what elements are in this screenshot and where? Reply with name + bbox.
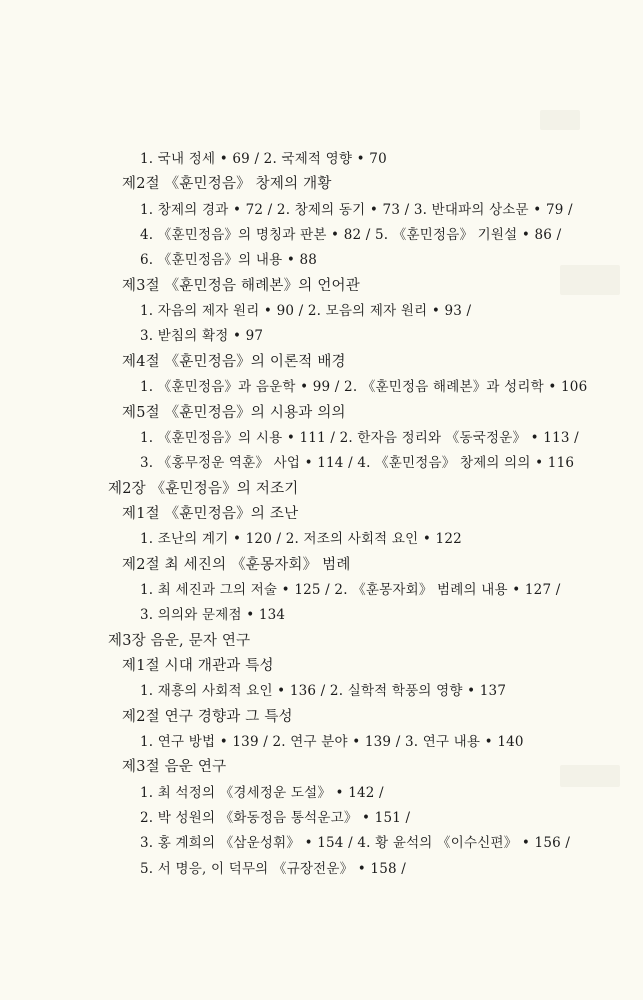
toc-entry: 1. 최 세진과 그의 저술 • 125 / 2. 《훈몽자회》 범례의 내용 • 127 / (140, 582, 561, 598)
chapter-heading: 제2장 《훈민정음》의 저조기 (108, 481, 299, 497)
bleed-through-mark (560, 765, 620, 787)
toc-entry: 3. 홍 계희의 《삼운성휘》 • 154 / 4. 황 윤석의 《이수신편》 • 156 / (140, 835, 571, 851)
section-heading: 제4절 《훈민정음》의 이론적 배경 (122, 354, 346, 370)
bleed-through-mark (540, 110, 580, 130)
toc-entry: 1. 재흥의 사회적 요인 • 136 / 2. 실학적 학풍의 영향 • 137 (140, 683, 507, 699)
toc-entry: 3. 《홍무정운 역훈》 사업 • 114 / 4. 《훈민정음》 창제의 의의 • 116 (140, 455, 575, 471)
toc-entry: 1. 《훈민정음》의 시용 • 111 / 2. 한자음 정리와 《동국정운》 • 113 / (140, 430, 579, 446)
toc-entry: 5. 서 명응, 이 덕무의 《규장전운》 • 158 / (140, 861, 407, 877)
section-heading: 제3절 음운 연구 (122, 759, 227, 775)
toc-entry: 1. 창제의 경과 • 72 / 2. 창제의 동기 • 73 / 3. 반대파의 상소문 • 79 / (140, 202, 573, 218)
toc-entry: 3. 의의와 문제점 • 134 (140, 607, 286, 623)
toc-entry: 1. 조난의 계기 • 120 / 2. 저조의 사회적 요인 • 122 (140, 531, 462, 547)
bleed-through-mark (560, 265, 620, 295)
section-heading: 제2절 최 세진의 《훈몽자회》 범례 (122, 557, 351, 573)
chapter-heading: 제3장 음운, 문자 연구 (108, 633, 251, 649)
toc-entry: 1. 《훈민정음》과 음운학 • 99 / 2. 《훈민정음 해례본》과 성리학 • 106 (140, 379, 588, 395)
section-heading: 제1절 시대 개관과 특성 (122, 658, 274, 674)
toc-entry: 2. 박 성원의 《화동정음 통석운고》 • 151 / (140, 810, 411, 826)
toc-entry: 1. 최 석정의 《경세정운 도설》 • 142 / (140, 785, 384, 801)
section-heading: 제3절 《훈민정음 해례본》의 언어관 (122, 278, 360, 294)
section-heading: 제2절 연구 경향과 그 특성 (122, 709, 293, 725)
toc-entry: 3. 받침의 확정 • 97 (140, 328, 264, 344)
section-heading: 제5절 《훈민정음》의 시용과 의의 (122, 405, 346, 421)
section-heading: 제1절 《훈민정음》의 조난 (122, 506, 299, 522)
section-heading: 제2절 《훈민정음》 창제의 개황 (122, 176, 332, 192)
toc-entry: 6. 《훈민정음》의 내용 • 88 (140, 252, 318, 268)
toc-entry: 1. 자음의 제자 원리 • 90 / 2. 모음의 제자 원리 • 93 / (140, 303, 472, 319)
toc-entry: 4. 《훈민정음》의 명칭과 판본 • 82 / 5. 《훈민정음》 기원설 • 86 / (140, 227, 562, 243)
toc-entry: 1. 국내 정세 • 69 / 2. 국제적 영향 • 70 (140, 151, 387, 167)
toc-entry: 1. 연구 방법 • 139 / 2. 연구 분야 • 139 / 3. 연구 내용 • 140 (140, 734, 524, 750)
